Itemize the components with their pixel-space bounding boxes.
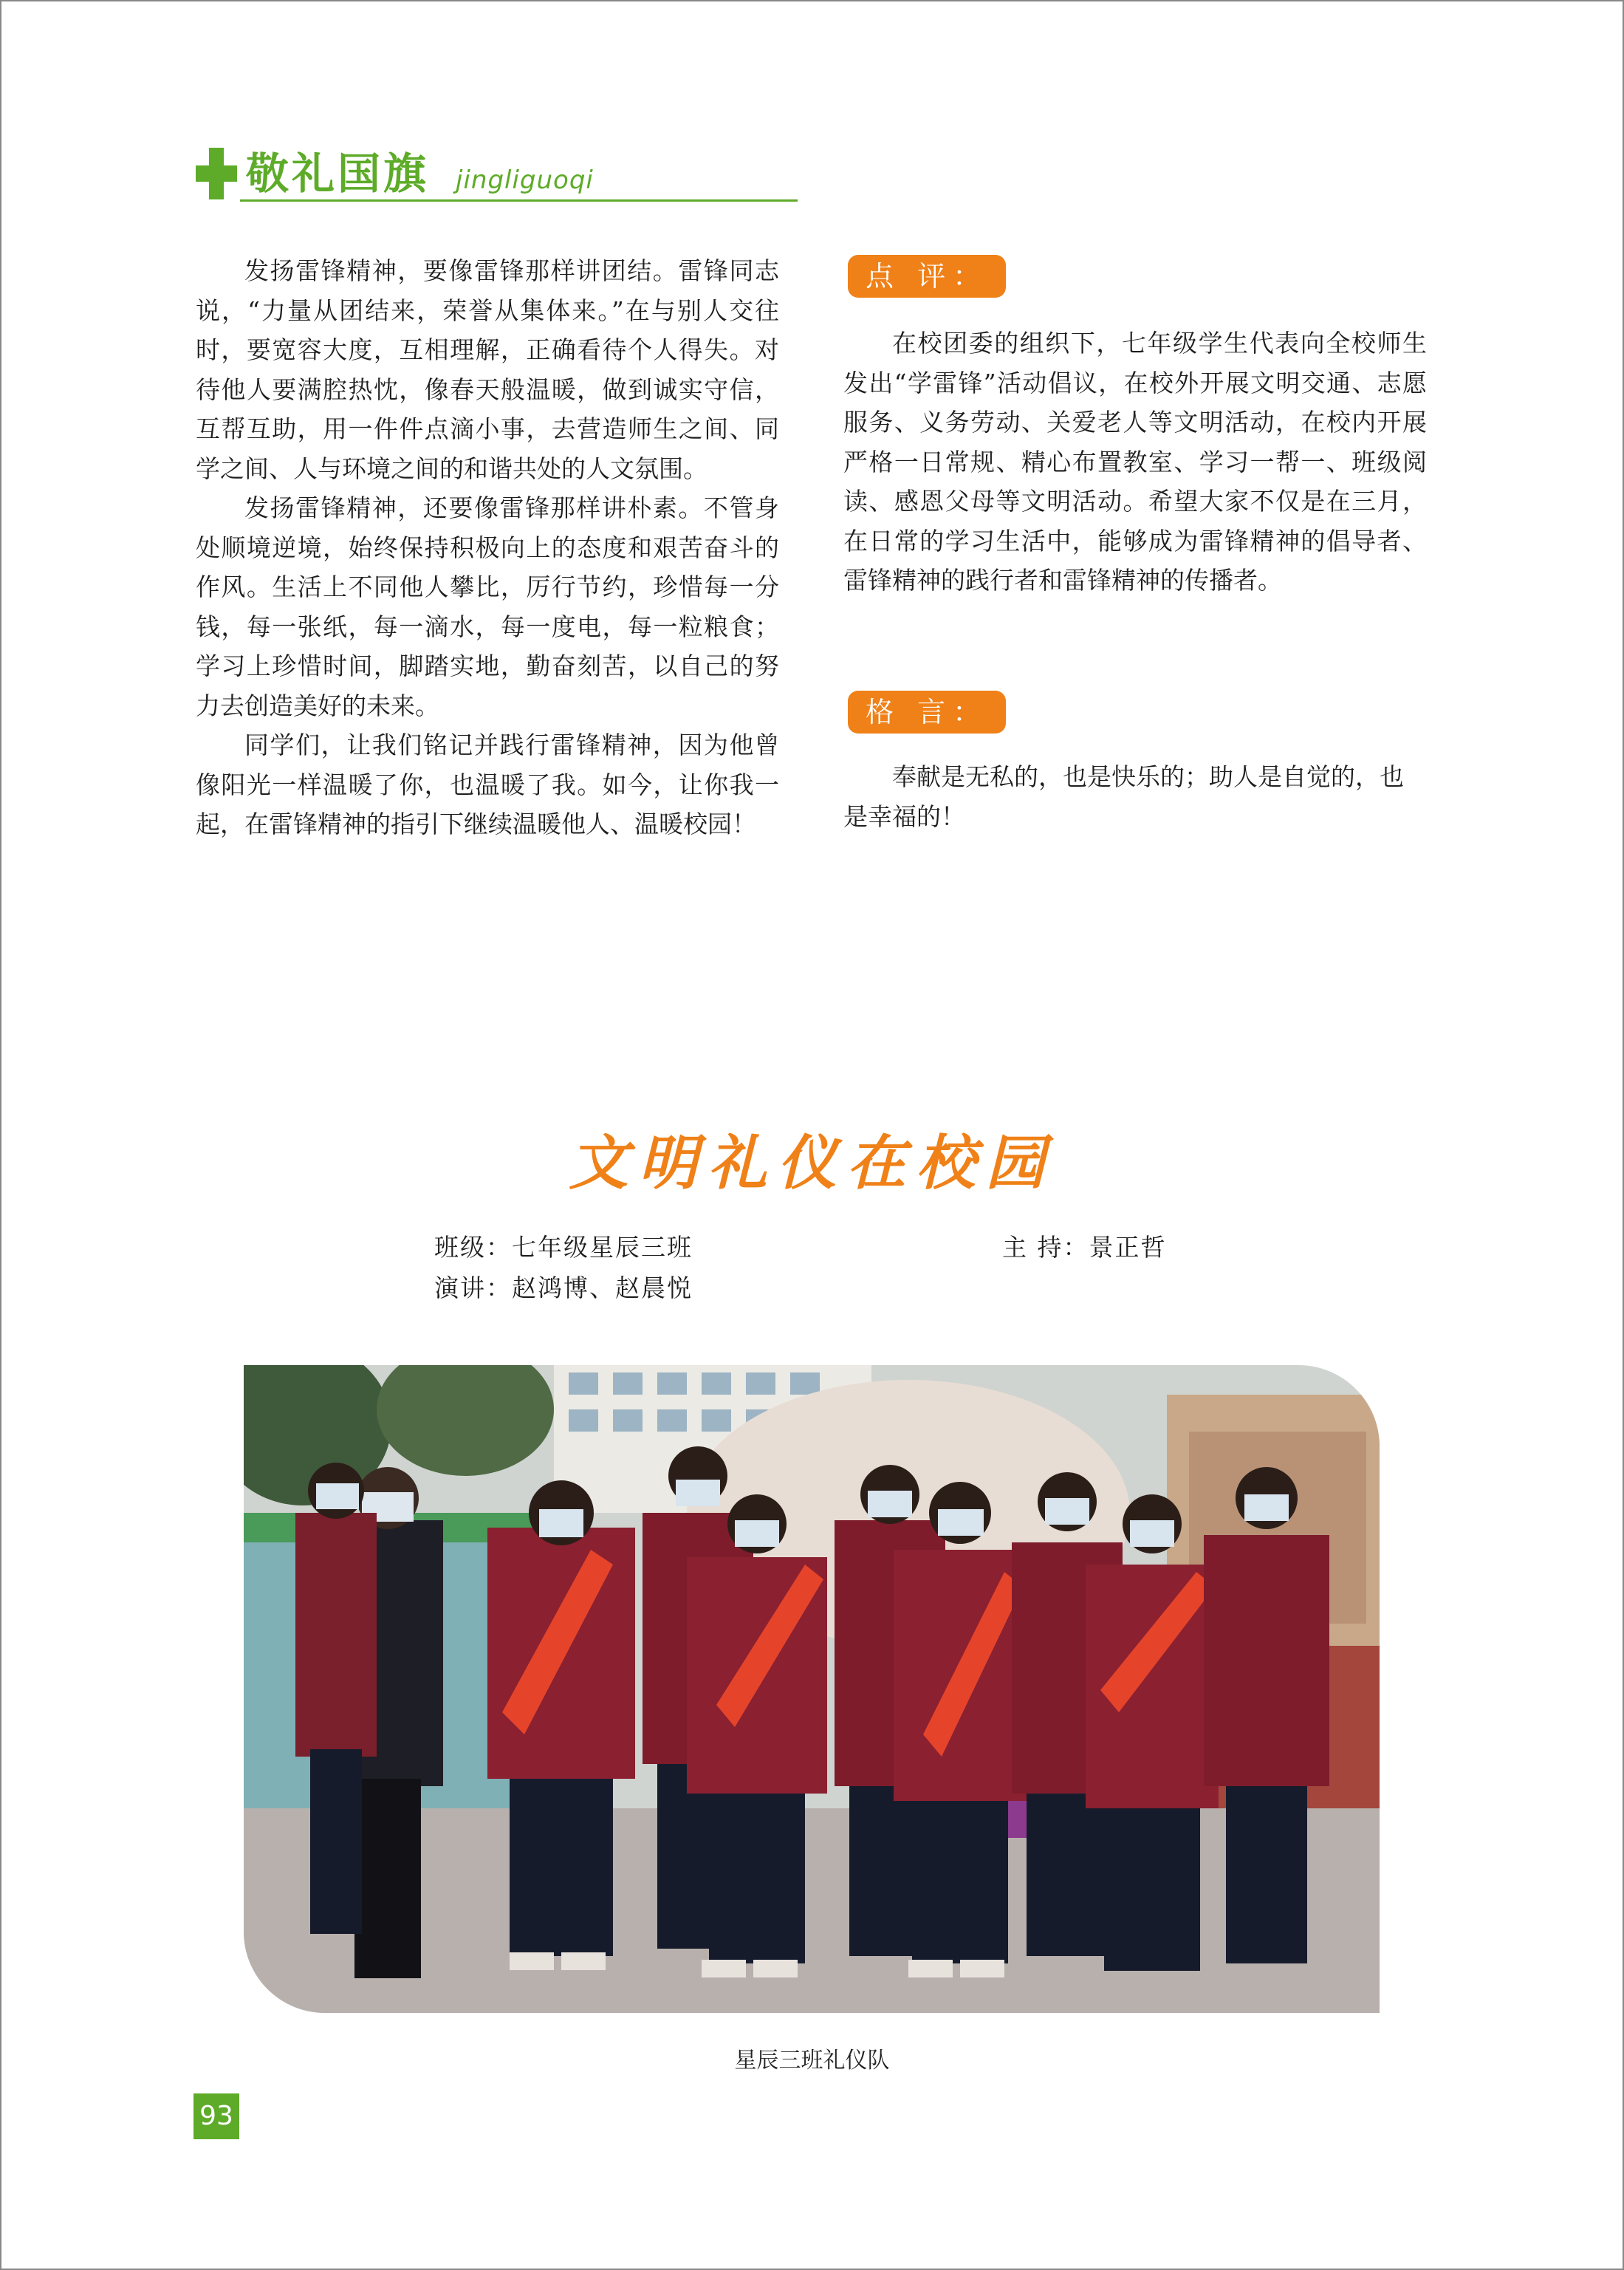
column-header — [196, 148, 798, 207]
cross-logo-icon — [196, 148, 237, 199]
review-text: 在校团委的组织下，七年级学生代表向全校师生发出“学雷锋”活动倡议，在校外开展文明交通、志愿服务、义务劳动、关爱老人等文明活动，在校内开展严格一日常规、精心布置教室、学习一帮一、班级阅读、感恩父母等文明活动。希望大家不仅是在三月，在日常的学习生活中，能够成为雷锋精神的倡导者、雷锋精神的践行者和雷锋精神的传播者。 — [843, 329, 1427, 595]
header-pinyin: jingliguoqi — [456, 165, 594, 195]
class-info: 班级：七年级星辰三班 — [434, 1233, 693, 1262]
motto-text-block — [843, 757, 1427, 836]
host-info: 主 持：景正哲 — [1002, 1233, 1167, 1262]
group-photo — [244, 1365, 1380, 2013]
speech-info: 演讲：赵鸿博、赵晨悦 — [434, 1274, 693, 1302]
paragraph-conclusion: 同学们，让我们铭记并践行雷锋精神，因为他曾像阳光一样温暖了你，也温暖了我。如今，让你我一起，在雷锋精神的指引下继续温暖他人、温暖校园！ — [196, 731, 779, 838]
paragraph-simplicity: 发扬雷锋精神，还要像雷锋那样讲朴素。不管身处顺境逆境，始终保持积极向上的态度和艰苦奋斗的作风。生活上不同他人攀比，厉行节约，珍惜每一分钱，每一张纸，每一滴水，每一度电，每一粒粮食；学习上珍惜时间，脚踏实地，勤奋刻苦，以自己的努力去创造美好的未来。 — [196, 493, 779, 720]
page-number: 93 — [193, 2093, 239, 2139]
left-column — [196, 251, 779, 844]
header-underline — [240, 199, 798, 202]
header-title: 敬礼国旗 — [246, 148, 430, 199]
paragraph-unity: 发扬雷锋精神，要像雷锋那样讲团结。雷锋同志说，“力量从团结来，荣誉从集体来。”在与别人交往时，要宽容大度，互相理解，正确看待个人得失。对待他人要满腔热忱，像春天般温暖，做到诚实守信，互帮互助，用一件件点滴小事，去营造师生之间、同学之间、人与环境之间的和谐共处的人文氛围。 — [196, 256, 779, 483]
section-title: 文明礼仪在校园 — [569, 1128, 1055, 1197]
review-text-block — [843, 324, 1427, 601]
motto-text: 奉献是无私的，也是快乐的；助人是自觉的，也是幸福的！ — [843, 762, 1404, 831]
photo-caption: 星辰三班礼仪队 — [734, 2048, 890, 2074]
motto-label: 格 言： — [848, 691, 1006, 734]
review-label: 点 评： — [848, 255, 1006, 298]
